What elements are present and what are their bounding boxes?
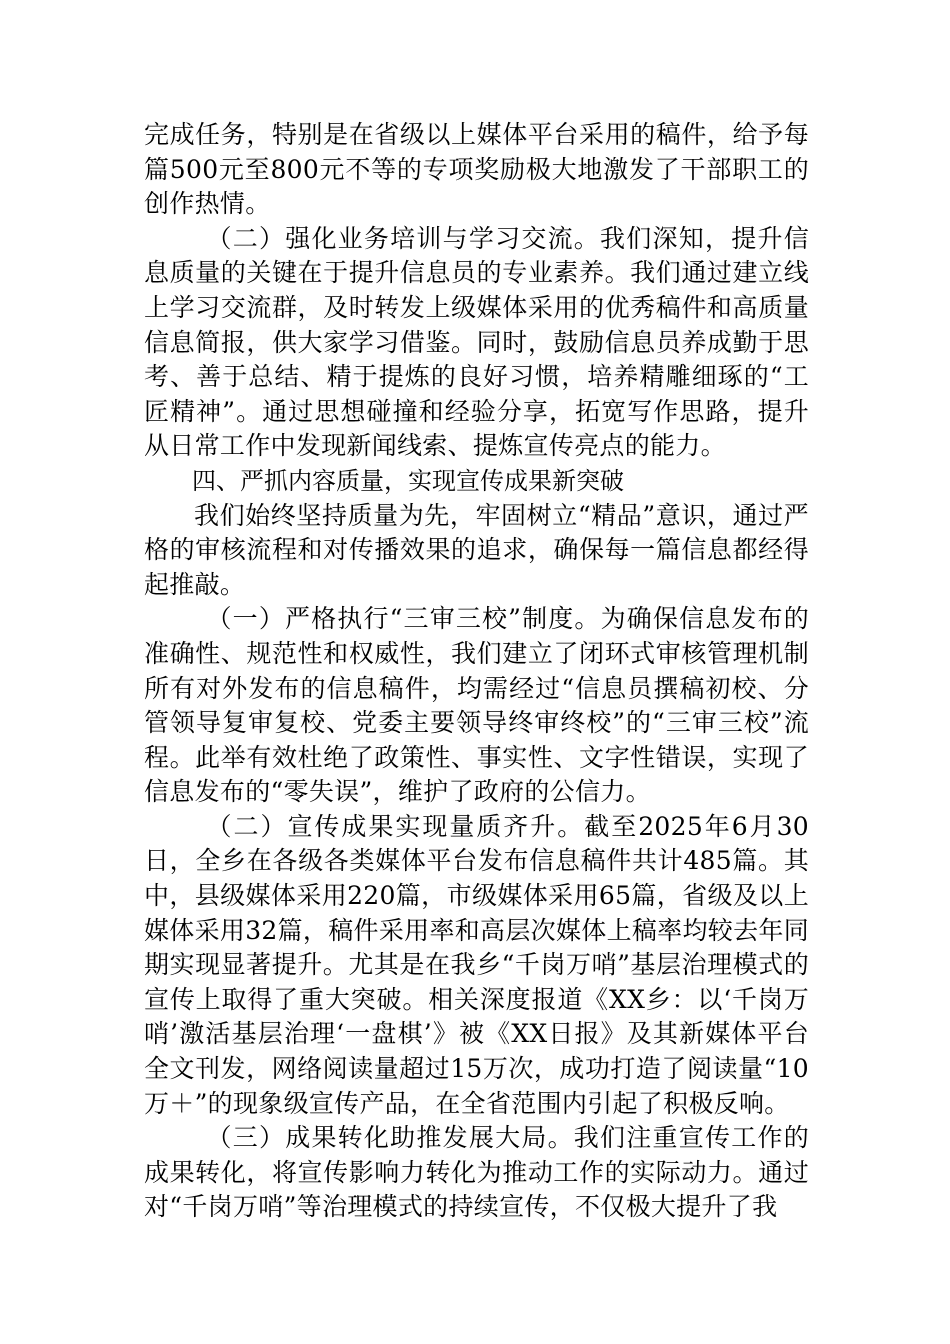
paragraph-transformation: （三）成果转化助推发展大局。我们注重宣传工作的成果转化，将宣传影响力转化为推动工作的实际动力。通过对“千岗万哨”等治理模式的持续宣传，不仅极大提升了我 (144, 1123, 809, 1222)
document-body (144, 118, 809, 1225)
paragraph-results: （二）宣传成果实现量质齐升。截至2025年6月30日，全乡在各级各类媒体平台发布信息稿件共计485篇。其中，县级媒体采用220篇，市级媒体采用65篇，省级及以上媒体采用32篇，稿件采用率和高层次媒体上稿率均较去年同期实现显著提升。尤其是在我乡“千岗万哨”基层治理模式的宣传上取得了重大突破。相关深度报道《XX乡：以‘千岗万哨’激活基层治理‘一盘棋’》被《XX日报》及其新媒体平台全文刊发，网络阅读量超过15万次，成功打造了阅读量“10万＋”的现象级宣传产品，在全省范围内引起了积极反响。 (144, 811, 809, 1118)
section-heading-four: 四、严抓内容质量，实现宣传成果新突破 (192, 466, 624, 495)
paragraph-quality-intro: 我们始终坚持质量为先，牢固树立“精品”意识，通过严格的审核流程和对传播效果的追求，确保每一篇信息都经得起推敲。 (144, 500, 809, 599)
paragraph-training: （二）强化业务培训与学习交流。我们深知，提升信息质量的关键在于提升信息员的专业素养。我们通过建立线上学习交流群，及时转发上级媒体采用的优秀稿件和高质量信息简报，供大家学习借鉴。同时，鼓励信息员养成勤于思考、善于总结、精于提炼的良好习惯，培养精雕细琢的“工匠精神”。通过思想碰撞和经验分享，拓宽写作思路，提升从日常工作中发现新闻线索、提炼宣传亮点的能力。 (144, 223, 809, 461)
paragraph-continuation: 完成任务，特别是在省级以上媒体平台采用的稿件，给予每篇500元至800元不等的专项奖励极大地激发了干部职工的创作热情。 (144, 120, 809, 219)
paragraph-review-system: （一）严格执行“三审三校”制度。为确保信息发布的准确性、规范性和权威性，我们建立了闭环式审核管理机制所有对外发布的信息稿件，均需经过“信息员撰稿初校、分管领导复审复校、党委主要领导终审终校”的“三审三校”流程。此举有效杜绝了政策性、事实性、文字性错误，实现了信息发布的“零失误”，维护了政府的公信力。 (144, 604, 809, 807)
